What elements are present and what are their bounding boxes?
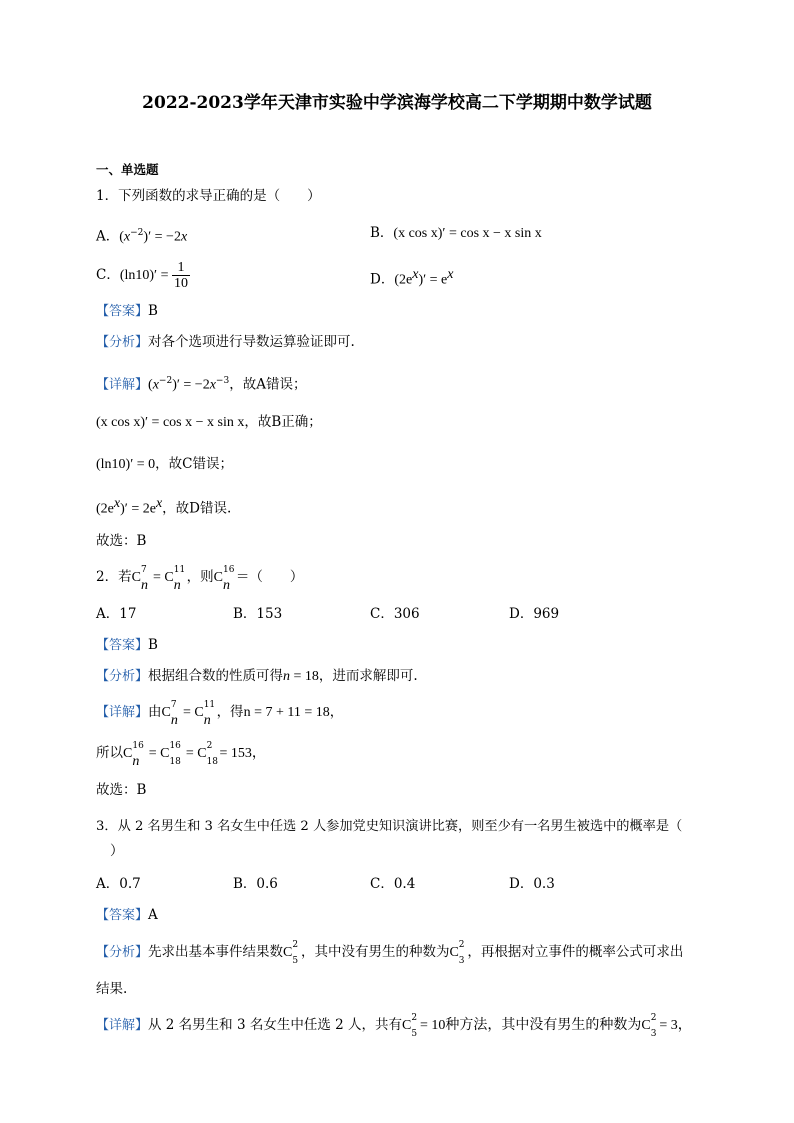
q2-answer: 【答案】B	[96, 637, 158, 653]
q1-stem: 1．下列函数的求导正确的是（ ）	[96, 188, 321, 204]
q1-detail-b: (x cos x)′ = cos x − x sin x，故B正确；	[96, 414, 322, 430]
q2-option-c: C．306	[370, 606, 420, 622]
q2-choose: 故选：B	[96, 782, 147, 798]
q3-option-b: B．0.6	[233, 876, 278, 892]
section-heading: 一、单选题	[96, 162, 159, 177]
q3-detail: 【详解】从 2 名男生和 3 名女生中任选 2 人，共有C 2 5 = 10种方法，其中没有男生的种数为C 2 3 = 3，	[96, 1013, 692, 1039]
q3-stem-line1: 3．从 2 名男生和 3 名女生中任选 2 人参加党史知识演讲比赛，则至少有一名男生被选中的概率是（	[96, 819, 683, 834]
page-title: 2022-2023学年天津市实验中学滨海学校高二下学期期中数学试题	[142, 93, 652, 113]
q1-choose: 故选：B	[96, 533, 147, 549]
q1-detail-d: $(2e^x)' = 2e^x$，故D错误.	[96, 496, 232, 517]
q1-option-d: D．$(2e^x)' = e^x$	[370, 267, 454, 288]
q2-option-d: D．969	[509, 606, 560, 622]
q2-analysis: 【分析】根据组合数的性质可得n = 18，进而求解即可.	[96, 668, 418, 684]
q3-answer: 【答案】A	[96, 907, 158, 923]
q2-option-a: A．17	[96, 606, 137, 622]
q1-option-c: C．(ln10)′ = $\frac{1}{10}$	[96, 260, 189, 291]
q3-option-c: C．0.4	[370, 876, 416, 892]
q3-analysis-line2: 结果.	[96, 981, 128, 997]
q1-option-b: B．(x cos x)′ = cos x − x sin x	[370, 225, 542, 241]
q3-analysis: 【分析】先求出基本事件结果数C 2 5 ，其中没有男生的种数为C 2 3 ，再根据对立事件的概率公式可求出	[96, 940, 684, 966]
q3-option-d: D．0.3	[509, 876, 555, 892]
q3-stem-line2: ）	[110, 843, 124, 859]
q2-option-b: B．153	[233, 606, 283, 622]
q2-so: 所以C 16 n = C 16 18 = C 2 18 = 153，	[96, 741, 266, 769]
q1-detail-c: (ln10)′ = 0，故C错误；	[96, 456, 234, 472]
q1-answer: 【答案】B	[96, 303, 158, 319]
q1-option-a: A．$(x^{-2})' = -2x$	[96, 228, 188, 245]
q3-option-a: A．0.7	[96, 876, 141, 892]
q2-stem: 2．若C 7 n = C 11 n ，则C 16 n ＝（ ）	[96, 565, 304, 593]
q1-detail-a: 【详解】$(x^{-2})' = -2x^{-3}$，故A错误；	[96, 376, 307, 393]
q2-detail: 【详解】由C 7 n = C 11 n ，得n = 7 + 11 = 18，	[96, 700, 344, 728]
q1-analysis: 【分析】对各个选项进行导数运算验证即可.	[96, 334, 355, 350]
